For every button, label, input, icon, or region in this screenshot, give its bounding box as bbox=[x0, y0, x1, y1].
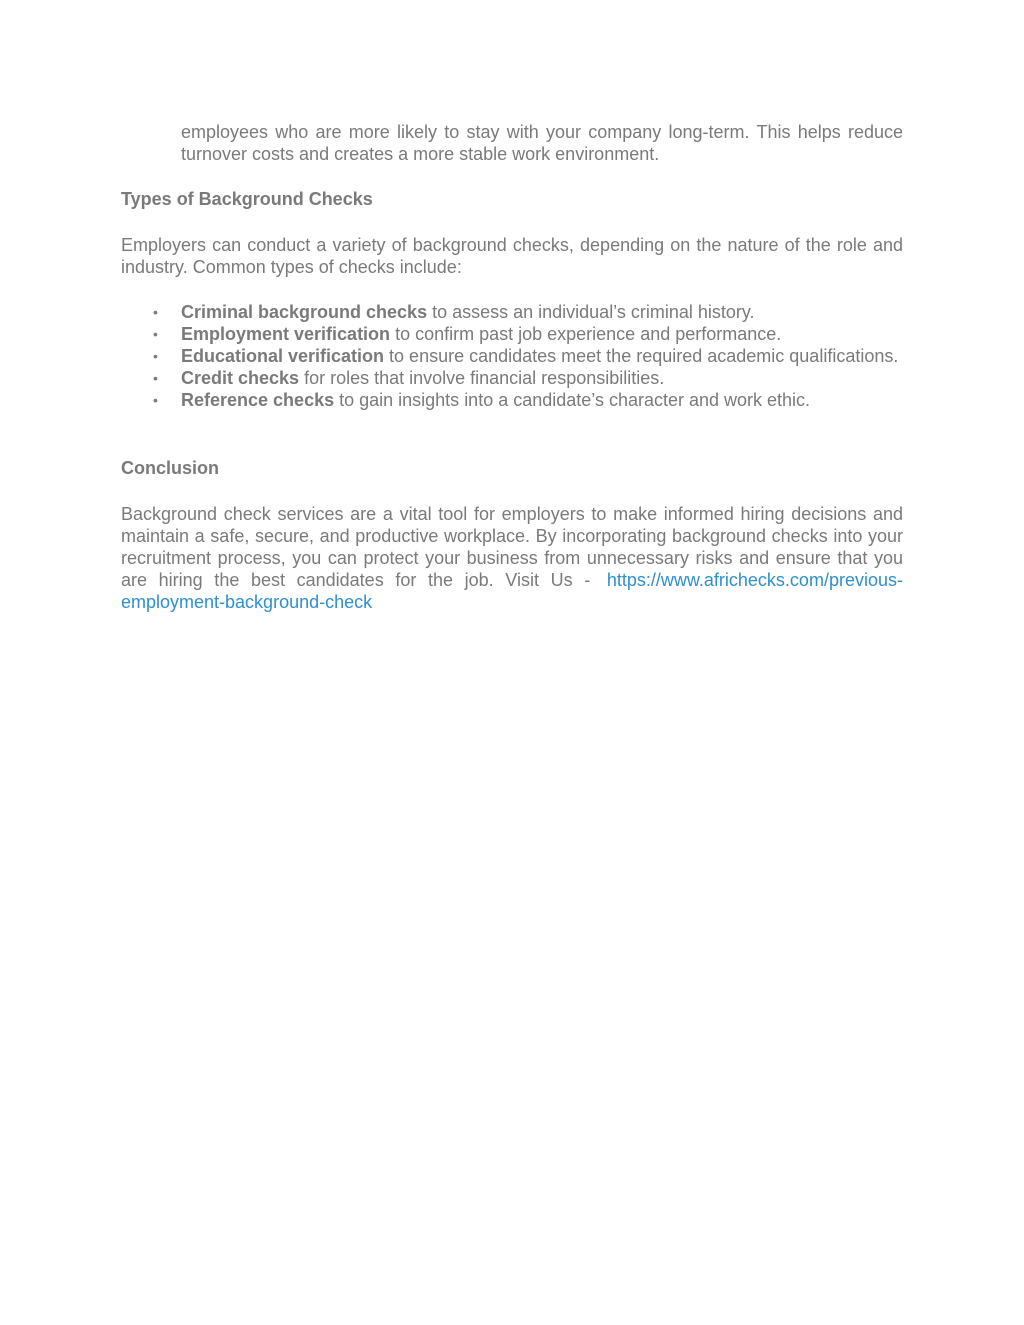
types-heading: Types of Background Checks bbox=[121, 189, 373, 209]
list-item bbox=[121, 389, 903, 411]
list-item-term: Criminal background checks bbox=[181, 302, 428, 322]
visit-us-link[interactable]: https://www.africhecks.com/previous-employment-background-check bbox=[121, 570, 903, 612]
list-item-description: to ensure candidates meet the required academic qualifications. bbox=[384, 346, 899, 366]
list-item-description: to assess an individual’s criminal history. bbox=[427, 302, 755, 322]
types-intro-paragraph: Employers can conduct a variety of background checks, depending on the nature of the role and industry. Common types of checks include: bbox=[121, 235, 903, 277]
list-item-description: to confirm past job experience and performance. bbox=[390, 324, 782, 344]
list-item-term: Educational verification bbox=[181, 346, 385, 366]
bullet-icon: • bbox=[153, 348, 158, 364]
continuation-paragraph: employees who are more likely to stay with your company long-term. This helps reduce turnover costs and creates a more stable work environment. bbox=[181, 122, 903, 164]
bullet-icon: • bbox=[153, 370, 158, 386]
conclusion-paragraph bbox=[121, 503, 903, 613]
list-item-term: Employment verification bbox=[181, 324, 391, 344]
list-item-description: for roles that involve financial responsibilities. bbox=[299, 368, 665, 388]
list-item-description: to gain insights into a candidate’s character and work ethic. bbox=[334, 390, 811, 410]
list-item bbox=[121, 301, 903, 323]
check-types-list bbox=[121, 301, 903, 411]
list-item bbox=[121, 323, 903, 345]
conclusion-body: Background check services are a vital tool for employers to make informed hiring decisions and maintain a safe, secure, and productive workplace. By incorporating background checks into your recruitment process, you can protect your business from unnecessary risks and ensure that you are hiring the best candidates for the job. Visit Us - bbox=[121, 504, 903, 590]
list-item-term: Reference checks bbox=[181, 390, 335, 410]
bullet-icon: • bbox=[153, 392, 158, 408]
conclusion-heading: Conclusion bbox=[121, 458, 219, 478]
bullet-icon: • bbox=[153, 326, 158, 342]
list-item bbox=[121, 345, 903, 367]
bullet-icon: • bbox=[153, 304, 158, 320]
list-item-term: Credit checks bbox=[181, 368, 300, 388]
list-item bbox=[121, 367, 903, 389]
